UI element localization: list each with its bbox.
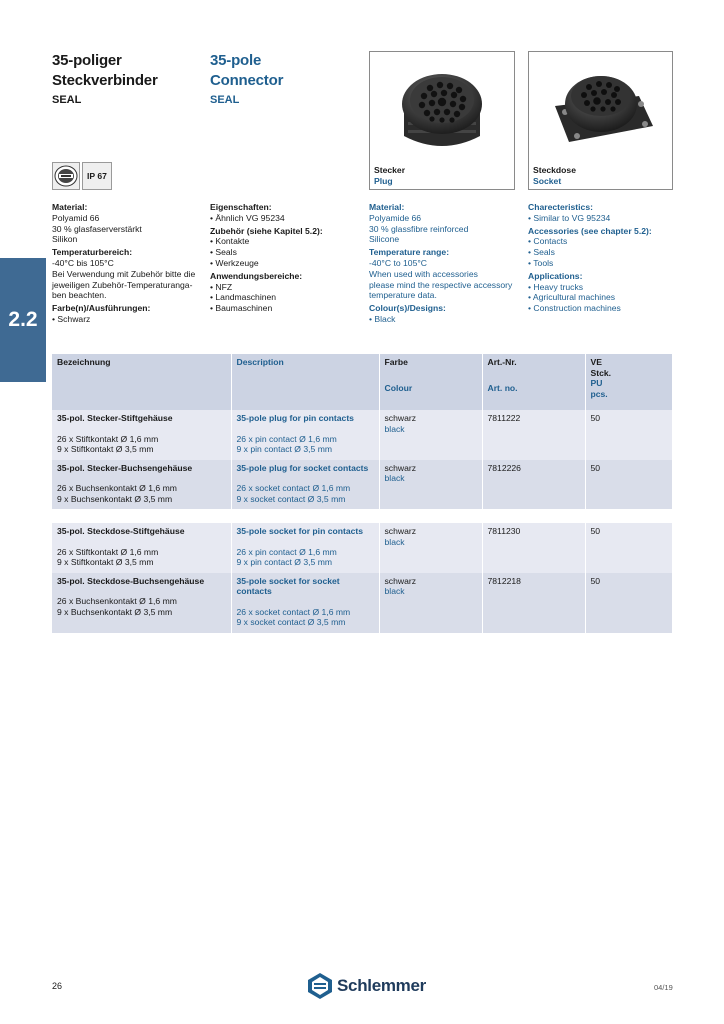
- product-name-en: 35-pole socket for pin contacts: [236, 526, 364, 536]
- spec-heading: Eigenschaften:: [210, 202, 272, 212]
- article-number: 7812226: [487, 462, 521, 473]
- socket-caption-en: Socket: [533, 176, 562, 186]
- cell-description: [231, 573, 379, 633]
- contact-line-de: 26 x Buchsenkontakt Ø 1,6 mm: [57, 483, 177, 493]
- product-table-wrapper: [52, 354, 672, 633]
- spec-line: Polyamid 66: [52, 212, 100, 223]
- heading-en: [210, 51, 360, 107]
- contact-line-en: 26 x socket contact Ø 1,6 mm: [236, 606, 351, 617]
- cell-colour: [379, 523, 482, 573]
- contact-line-en: 26 x pin contact Ø 1,6 mm: [236, 433, 337, 444]
- contact-line-en: 9 x pin contact Ø 3,5 mm: [236, 444, 333, 454]
- spec-line: • Seals: [528, 247, 555, 258]
- spec-heading: Temperaturbereich:: [52, 247, 133, 258]
- cell-article-number: [482, 523, 585, 573]
- product-name-de: 35-pol. Stecker-Stiftgehäuse: [57, 413, 173, 423]
- product-table: [52, 354, 672, 633]
- colour-en: black: [384, 536, 405, 547]
- cell-article-number: [482, 573, 585, 633]
- article-number: 7811222: [487, 413, 521, 423]
- cell-description: [231, 523, 379, 573]
- header-artnr: [482, 354, 585, 410]
- quality-seal-badge: [52, 162, 80, 190]
- spec-line: • Tools: [528, 257, 554, 268]
- heading-de: [52, 51, 202, 107]
- spec-heading: Accessories (see chapter 5.2):: [528, 225, 652, 236]
- header-stck-label: Stck.: [590, 367, 612, 378]
- cell-description: [231, 410, 379, 460]
- contact-line-de: 9 x Buchsenkontakt Ø 3,5 mm: [57, 493, 173, 504]
- cell-packing-unit: [585, 460, 672, 510]
- product-name-en: 35-pole plug for socket contacts: [236, 462, 369, 473]
- product-name-en: 35-pole socket for socket contacts: [236, 575, 340, 596]
- spec-line: jeweiligen Zubehör-Temperaturanga-: [52, 279, 193, 290]
- cell-article-number: [482, 460, 585, 510]
- socket-image-box: [528, 51, 673, 190]
- spec-line: Silikon: [52, 234, 78, 245]
- packing-unit: 50: [590, 526, 601, 536]
- spec-de-col2: [210, 202, 360, 314]
- table-row: [52, 410, 672, 460]
- header-artno-label: Art. no.: [487, 382, 518, 393]
- header-description-label: Description: [236, 357, 284, 367]
- article-number: 7811230: [487, 526, 521, 536]
- spec-line: When used with accessories: [369, 268, 478, 279]
- spec-line: temperature data.: [369, 290, 437, 301]
- colour-de: schwarz: [384, 413, 417, 423]
- header-farbe-label: Farbe: [384, 357, 408, 367]
- spec-line: • Seals: [210, 247, 237, 258]
- spec-line: 30 % glassfibre reinforced: [369, 223, 469, 234]
- spec-line: • Kontakte: [210, 236, 250, 247]
- spec-line: • Werkzeuge: [210, 257, 259, 268]
- spec-line: Polyamide 66: [369, 212, 422, 223]
- article-number: 7812218: [487, 575, 521, 586]
- cell-colour: [379, 410, 482, 460]
- header-pcs-label: pcs.: [590, 388, 608, 399]
- spec-line: • NFZ: [210, 281, 233, 292]
- spec-line: • Agricultural machines: [528, 292, 616, 303]
- colour-de: schwarz: [384, 462, 417, 473]
- cell-bezeichnung: [52, 573, 231, 633]
- table-gap-cell: [52, 509, 672, 523]
- spec-line: Bei Verwendung mit Zubehör bitte die: [52, 268, 196, 279]
- spec-heading: Material:: [52, 202, 88, 212]
- colour-en: black: [384, 423, 405, 434]
- contact-line-de: 26 x Stiftkontakt Ø 1,6 mm: [57, 433, 159, 444]
- spec-line: -40°C to 105°C: [369, 257, 427, 268]
- plug-image-box: [369, 51, 515, 190]
- header-bezeichnung: [52, 354, 231, 410]
- spec-line: • Ähnlich VG 95234: [210, 212, 285, 223]
- cell-article-number: [482, 410, 585, 460]
- spec-heading: Anwendungsbereiche:: [210, 270, 303, 281]
- table-gap: [52, 509, 672, 523]
- chapter-tab: 2.2: [0, 258, 46, 382]
- packing-unit: 50: [590, 575, 601, 586]
- colour-en: black: [384, 586, 405, 596]
- cell-bezeichnung: [52, 460, 231, 510]
- subtitle-de: SEAL: [52, 94, 82, 106]
- quality-seal-icon: [54, 164, 78, 188]
- header-description: [231, 354, 379, 410]
- contact-line-de: 9 x Buchsenkontakt Ø 3,5 mm: [57, 606, 173, 617]
- contact-line-de: 26 x Stiftkontakt Ø 1,6 mm: [57, 546, 159, 557]
- spec-heading: Zubehör (siehe Kapitel 5.2):: [210, 225, 323, 236]
- table-group-plug: [52, 410, 672, 509]
- cell-packing-unit: [585, 573, 672, 633]
- spec-heading: Farbe(n)/Ausführungen:: [52, 303, 151, 314]
- cell-packing-unit: [585, 410, 672, 460]
- cell-colour: [379, 460, 482, 510]
- spec-heading: Applications:: [528, 270, 583, 281]
- table-row: [52, 460, 672, 510]
- table-row: [52, 523, 672, 573]
- spec-line: • Baumaschinen: [210, 303, 273, 314]
- packing-unit: 50: [590, 462, 601, 473]
- title-de-line2: Steckverbinder: [52, 72, 158, 89]
- subtitle-en: SEAL: [210, 94, 240, 106]
- title-en-line1: 35-pole: [210, 52, 262, 69]
- spec-line: • Landmaschinen: [210, 292, 277, 303]
- plug-connector-image: [370, 52, 514, 164]
- table-header-row: [52, 354, 672, 410]
- spec-heading: Temperature range:: [369, 247, 450, 258]
- header-colour-label: Colour: [384, 382, 413, 393]
- contact-line-de: 9 x Stiftkontakt Ø 3,5 mm: [57, 557, 154, 567]
- schlemmer-logo-icon: [306, 972, 334, 1000]
- spec-line: • Construction machines: [528, 303, 621, 314]
- header-bezeichnung-label: Bezeichnung: [57, 357, 111, 367]
- product-name-en: 35-pole plug for pin contacts: [236, 413, 354, 423]
- spec-line: • Black: [369, 313, 396, 324]
- ip-rating-badge: IP 67: [82, 162, 112, 190]
- spec-en-col1: [369, 202, 519, 325]
- plug-caption-de: Stecker: [374, 165, 406, 175]
- contact-line-en: 9 x pin contact Ø 3,5 mm: [236, 557, 333, 567]
- contact-line-en: 9 x socket contact Ø 3,5 mm: [236, 617, 346, 627]
- contact-line-en: 9 x socket contact Ø 3,5 mm: [236, 493, 346, 504]
- header-ve-label: VE: [590, 357, 602, 367]
- socket-connector-image: [529, 52, 672, 164]
- product-name-de: 35-pol. Steckdose-Stiftgehäuse: [57, 526, 185, 536]
- spec-line: • Heavy trucks: [528, 281, 584, 292]
- print-date: 04/19: [654, 983, 673, 992]
- header-ve: [585, 354, 672, 410]
- product-name-de: 35-pol. Steckdose-Buchsengehäuse: [57, 575, 205, 586]
- colour-de: schwarz: [384, 575, 417, 586]
- colour-de: schwarz: [384, 526, 417, 536]
- spec-line: 30 % glasfaserverstärkt: [52, 223, 142, 234]
- header-pu-label: PU: [590, 378, 603, 388]
- table-row: [52, 573, 672, 633]
- spec-line: • Contacts: [528, 236, 568, 247]
- cell-description: [231, 460, 379, 510]
- spec-line: • Similar to VG 95234: [528, 212, 611, 223]
- spec-heading: Material:: [369, 202, 405, 212]
- brand-name: Schlemmer: [337, 976, 426, 995]
- header-farbe: [379, 354, 482, 410]
- spec-line: Silicone: [369, 234, 400, 245]
- spec-line: please mind the respective accessory: [369, 279, 513, 290]
- header-artnr-label: Art.-Nr.: [487, 357, 517, 367]
- spec-de-col1: [52, 202, 202, 325]
- spec-line: -40°C bis 105°C: [52, 257, 114, 268]
- spec-heading: Charecteristics:: [528, 202, 593, 212]
- cell-bezeichnung: [52, 410, 231, 460]
- spec-heading: Colour(s)/Designs:: [369, 303, 446, 314]
- spec-line: • Schwarz: [52, 313, 91, 324]
- packing-unit: 50: [590, 413, 601, 423]
- contact-line-en: 26 x socket contact Ø 1,6 mm: [236, 483, 351, 493]
- spec-line: ben beachten.: [52, 290, 107, 301]
- contact-line-de: 9 x Stiftkontakt Ø 3,5 mm: [57, 444, 154, 454]
- cell-colour: [379, 573, 482, 633]
- product-name-de: 35-pol. Stecker-Buchsengehäuse: [57, 462, 193, 473]
- socket-caption-de: Steckdose: [533, 165, 576, 175]
- plug-caption-en: Plug: [374, 176, 393, 186]
- contact-line-en: 26 x pin contact Ø 1,6 mm: [236, 546, 337, 557]
- colour-en: black: [384, 473, 405, 483]
- spec-en-col2: [528, 202, 678, 314]
- title-en-line2: Connector: [210, 72, 284, 89]
- brand-logo: [306, 972, 426, 1000]
- contact-line-de: 26 x Buchsenkontakt Ø 1,6 mm: [57, 596, 177, 606]
- cell-bezeichnung: [52, 523, 231, 573]
- page-number: 26: [52, 981, 63, 991]
- cell-packing-unit: [585, 523, 672, 573]
- title-de-line1: 35-poliger: [52, 52, 122, 69]
- table-group-socket: [52, 523, 672, 633]
